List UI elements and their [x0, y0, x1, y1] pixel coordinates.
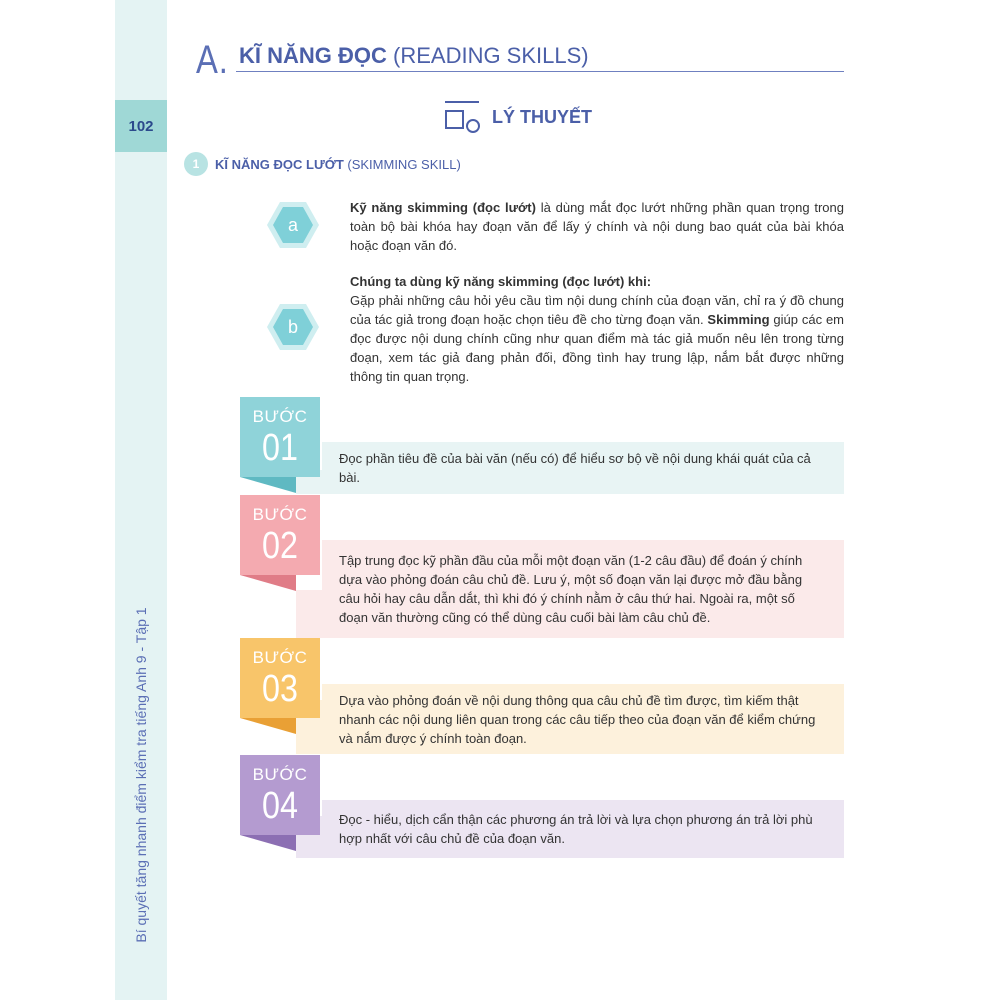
step-3-panel	[322, 684, 844, 754]
skill-title	[215, 157, 461, 172]
item-b-text	[350, 272, 844, 386]
step-3-text: Dựa vào phỏng đoán về nội dung thông qua câu chủ đề tìm được, tìm kiếm thật nhanh các nội dung liên quan trong các câu tiếp theo của đoạn văn để kiểm chứng và nắm được ý chính toàn đoạn.	[339, 692, 816, 746]
step-1-text: Đọc phần tiêu đề của bài văn (nếu có) để hiểu sơ bộ về nội dung khái quát của cả bài.	[339, 451, 811, 485]
step-3-number: 03	[262, 668, 298, 710]
skill-number-badge: 1	[184, 152, 208, 176]
step-4-text: Đọc - hiểu, dịch cẩn thận các phương án trả lời và lựa chọn phương án trả lời phù hợp nhất với câu chủ đề của đoạn văn.	[339, 812, 813, 846]
section-title-rest: (READING SKILLS)	[386, 43, 589, 68]
step-4-box	[240, 755, 320, 835]
theory-icon	[443, 99, 483, 135]
step-2-ribbon-tail	[240, 575, 296, 591]
step-4-ribbon-tail	[240, 835, 296, 851]
step-2-label: BƯỚC	[252, 505, 308, 524]
step-4-label: BƯỚC	[252, 765, 308, 784]
badge-a-label: a	[287, 215, 299, 235]
step-3-label: BƯỚC	[252, 648, 308, 667]
section-title	[239, 43, 589, 69]
item-a-body: là dùng mắt đọc lướt những phần quan trọng trong toàn bộ bài khóa hay đoạn văn để lấy ý chính và nội dung bao quát của bài khóa hoặc đoạn văn đó.	[350, 200, 844, 253]
page-number: 102	[115, 100, 167, 152]
theory-title: LÝ THUYẾT	[492, 107, 593, 127]
section-letter: A.	[196, 38, 229, 82]
step-2-box	[240, 495, 320, 575]
item-b-body-1: Gặp phải những câu hỏi yêu cầu tìm nội dung chính của đoạn văn, chỉ ra ý đồ chung của tác giả trong đoạn hoặc chọn tiêu đề cho từng đoạn văn.	[350, 293, 844, 327]
spine-label: Bí quyết tăng nhanh điểm kiểm tra tiếng Anh 9 - Tập 1	[133, 607, 149, 943]
item-b-bold: Skimming	[707, 312, 770, 327]
step-1-panel	[322, 442, 844, 494]
item-b-body-2: giúp các em đọc được nội dung chính cũng như quan điểm mà tác giả muốn nêu lên trong từng đoạn, xem tác giả đang phản đối, đồng tình hay trung lập, nắm bắt được những thông tin quan trọng.	[350, 312, 844, 384]
step-4-number: 04	[262, 785, 298, 827]
section-title-bold: KĨ NĂNG ĐỌC	[239, 43, 387, 68]
step-1-label: BƯỚC	[252, 407, 308, 426]
hexagon-badge-b	[266, 302, 320, 352]
step-2-text: Tập trung đọc kỹ phần đầu của mỗi một đoạn văn (1-2 câu đầu) để đoán ý chính dựa vào phỏng đoán câu chủ đề. Lưu ý, một số đoạn văn lại được mở đầu bằng câu hỏi hay câu dẫn dắt, thì khi đó ý chính nằm ở câu thứ hai. Ngoài ra, một số đoạn văn thường cũng có thể dùng câu cuối bài làm câu chủ đề.	[339, 553, 803, 625]
step-3-box	[240, 638, 320, 718]
item-a-text	[350, 198, 844, 255]
badge-b-label: b	[287, 317, 299, 337]
skill-title-rest: (SKIMMING SKILL)	[343, 157, 461, 172]
hexagon-badge-a	[266, 200, 320, 250]
section-divider	[236, 71, 844, 72]
skill-title-bold: KĨ NĂNG ĐỌC LƯỚT	[215, 157, 344, 172]
step-4-panel	[322, 800, 844, 858]
item-a-bold: Kỹ năng skimming (đọc lướt)	[350, 200, 536, 215]
step-1-ribbon-tail	[240, 477, 296, 493]
step-2-number: 02	[262, 525, 298, 567]
item-b-heading: Chúng ta dùng kỹ năng skimming (đọc lướt) khi:	[350, 274, 652, 289]
step-1-box	[240, 397, 320, 477]
step-3-ribbon-tail	[240, 718, 296, 734]
step-2-panel	[322, 540, 844, 638]
step-1-number: 01	[262, 427, 298, 469]
